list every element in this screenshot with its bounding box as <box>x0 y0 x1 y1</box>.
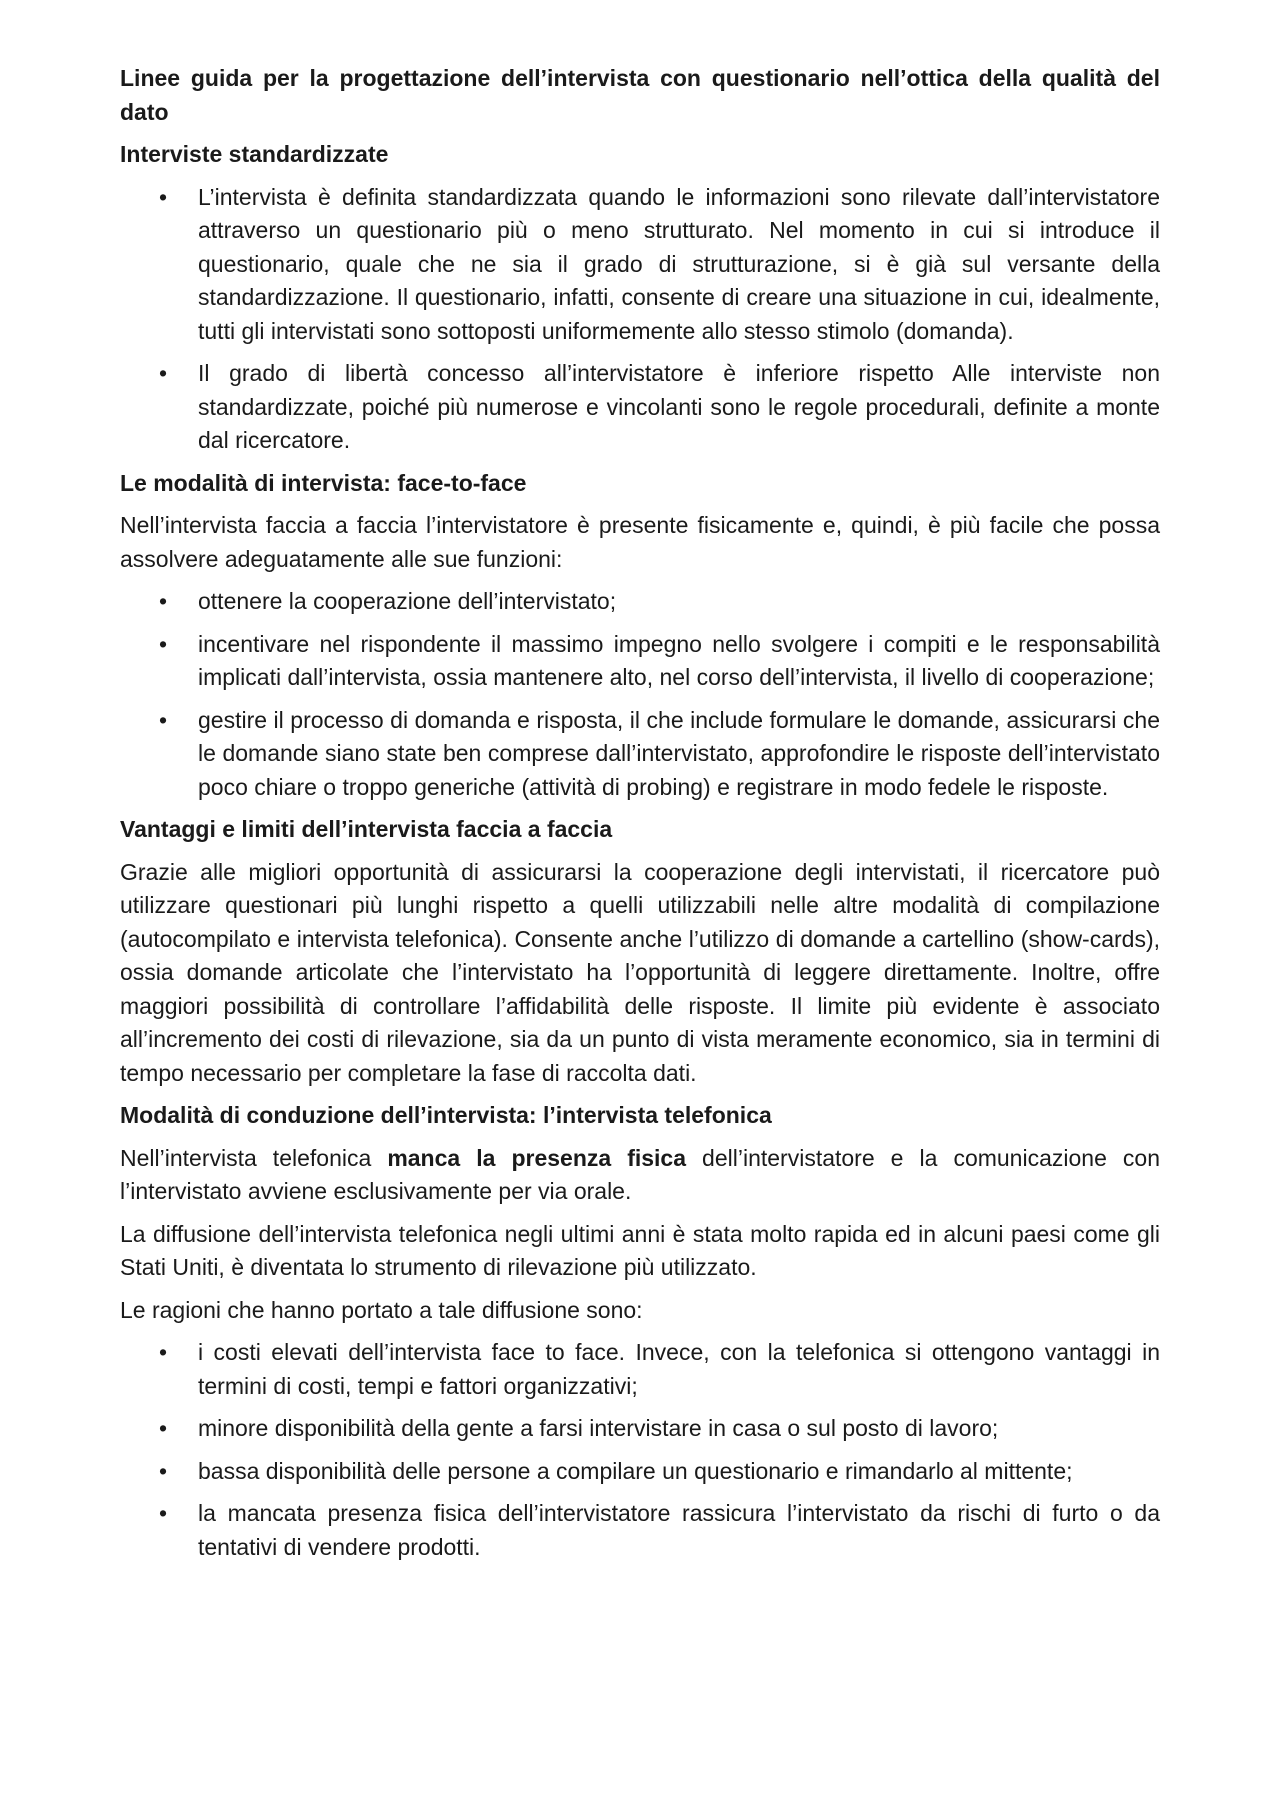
list-item-text: bassa disponibilità delle persone a compilare un questionario e rimandarlo al mittente; <box>198 1457 1073 1484</box>
bullet-icon: • <box>159 183 168 210</box>
list-item <box>120 1412 1160 1446</box>
document-title: Linee guida per la progettazione dell’intervista con questionario nell’ottica della qualità del dato <box>120 65 1160 125</box>
bullet-icon: • <box>159 588 168 614</box>
paragraph: Grazie alle migliori opportunità di assicurarsi la cooperazione degli intervistati, il ricercatore può utilizzare questionari più lunghi rispetto a quelli utilizzabili nelle altre modalità di compilazione (autocompilato e intervista telefonica). Consente anche l’utilizzo di domande a cartellino (show-cards), ossia domande articolate che l’intervistato ha l’opportunità di leggere direttamente. Inoltre, offre maggiori possibilità di controllare l’affidabilità delle risposte. Il limite più evidente è associato all’incremento dei costi di rilevazione, sia da un punto di vista meramente economico, sia in termini di tempo necessario per completare la fase di raccolta dati. <box>120 858 1160 1086</box>
bullet-icon: • <box>159 1500 168 1526</box>
list-item <box>120 1455 1160 1489</box>
list-item-text: minore disponibilità della gente a farsi intervistare in casa o sul posto di lavoro; <box>198 1415 999 1441</box>
section-heading-interviste-standardizzate: Interviste standardizzate <box>120 141 389 167</box>
bullet-icon: • <box>159 1415 168 1441</box>
list-item <box>120 1336 1160 1403</box>
paragraph-text: dell’intervistatore e la comunicazione con l’intervistato avviene esclusivamente per via orale. <box>120 1144 1160 1204</box>
list-item <box>120 704 1160 805</box>
list-item <box>120 181 1160 349</box>
list-item-text: incentivare nel rispondente il massimo impegno nello svolgere i compiti e le responsabilità implicati dall’intervista, ossia mantenere alto, nel corso dell’intervista, il livello di cooperazione; <box>198 630 1160 690</box>
paragraph-text: Nell’intervista telefonica <box>120 1144 388 1171</box>
paragraph: Le ragioni che hanno portato a tale diffusione sono: <box>120 1296 643 1323</box>
paragraph: Nell’intervista faccia a faccia l’intervistatore è presente fisicamente e, quindi, è più facile che possa assolvere adeguatamente alle sue funzioni: <box>120 512 1160 572</box>
section-heading-intervista-telefonica: Modalità di conduzione dell’intervista: l’intervista telefonica <box>120 1102 772 1128</box>
list-item-text: L’intervista è definita standardizzata quando le informazioni sono rilevate dall’intervistatore attraverso un questionario più o meno strutturato. Nel momento in cui si introduce il questionario, quale che ne sia il grado di strutturazione, si è già sul versante della standardizzazione. Il questionario, infatti, consente di creare una situazione in cui, idealmente, tutti gli intervistati sono sottoposti uniformemente allo stesso stimolo (domanda). <box>198 183 1160 344</box>
paragraph: La diffusione dell’intervista telefonica negli ultimi anni è stata molto rapida ed in alcuni paesi come gli Stati Uniti, è diventata lo strumento di rilevazione più utilizzato. <box>120 1220 1160 1280</box>
bullet-icon: • <box>159 706 168 733</box>
list-item-text: gestire il processo di domanda e risposta, il che include formulare le domande, assicurarsi che le domande siano state ben comprese dall’intervistato, approfondire le risposte dell’intervistato poco chiare o troppo generiche (attività di probing) e registrare in modo fedele le risposte. <box>198 706 1160 800</box>
bullet-list <box>120 181 1160 458</box>
list-item-text: ottenere la cooperazione dell’intervistato; <box>198 588 617 614</box>
bullet-list <box>120 585 1160 804</box>
bullet-icon: • <box>159 630 168 657</box>
bullet-list <box>120 1336 1160 1564</box>
bullet-icon: • <box>159 360 168 386</box>
bullet-icon: • <box>159 1457 168 1484</box>
list-item <box>120 357 1160 458</box>
section-heading-vantaggi-limiti: Vantaggi e limiti dell’intervista faccia a faccia <box>120 816 613 842</box>
list-item-text: la mancata presenza fisica dell’intervistatore rassicura l’intervistato da rischi di furto o da tentativi di vendere prodotti. <box>198 1500 1160 1560</box>
emphasis-text: manca la presenza fisica <box>387 1144 687 1171</box>
section-heading-face-to-face: Le modalità di intervista: face-to-face <box>120 469 527 496</box>
paragraph <box>120 1142 1160 1209</box>
list-item <box>120 628 1160 695</box>
list-item-text: Il grado di libertà concesso all’intervistatore è inferiore rispetto Alle interviste non standardizzate, poiché più numerose e vincolanti sono le regole procedurali, definite a monte dal ricercatore. <box>198 360 1160 453</box>
document-page <box>120 62 1160 1573</box>
list-item <box>120 1497 1160 1564</box>
list-item-text: i costi elevati dell’intervista face to face. Invece, con la telefonica si ottengono vantaggi in termini di costi, tempi e fattori organizzativi; <box>198 1339 1160 1399</box>
list-item <box>120 585 1160 619</box>
bullet-icon: • <box>159 1339 168 1365</box>
